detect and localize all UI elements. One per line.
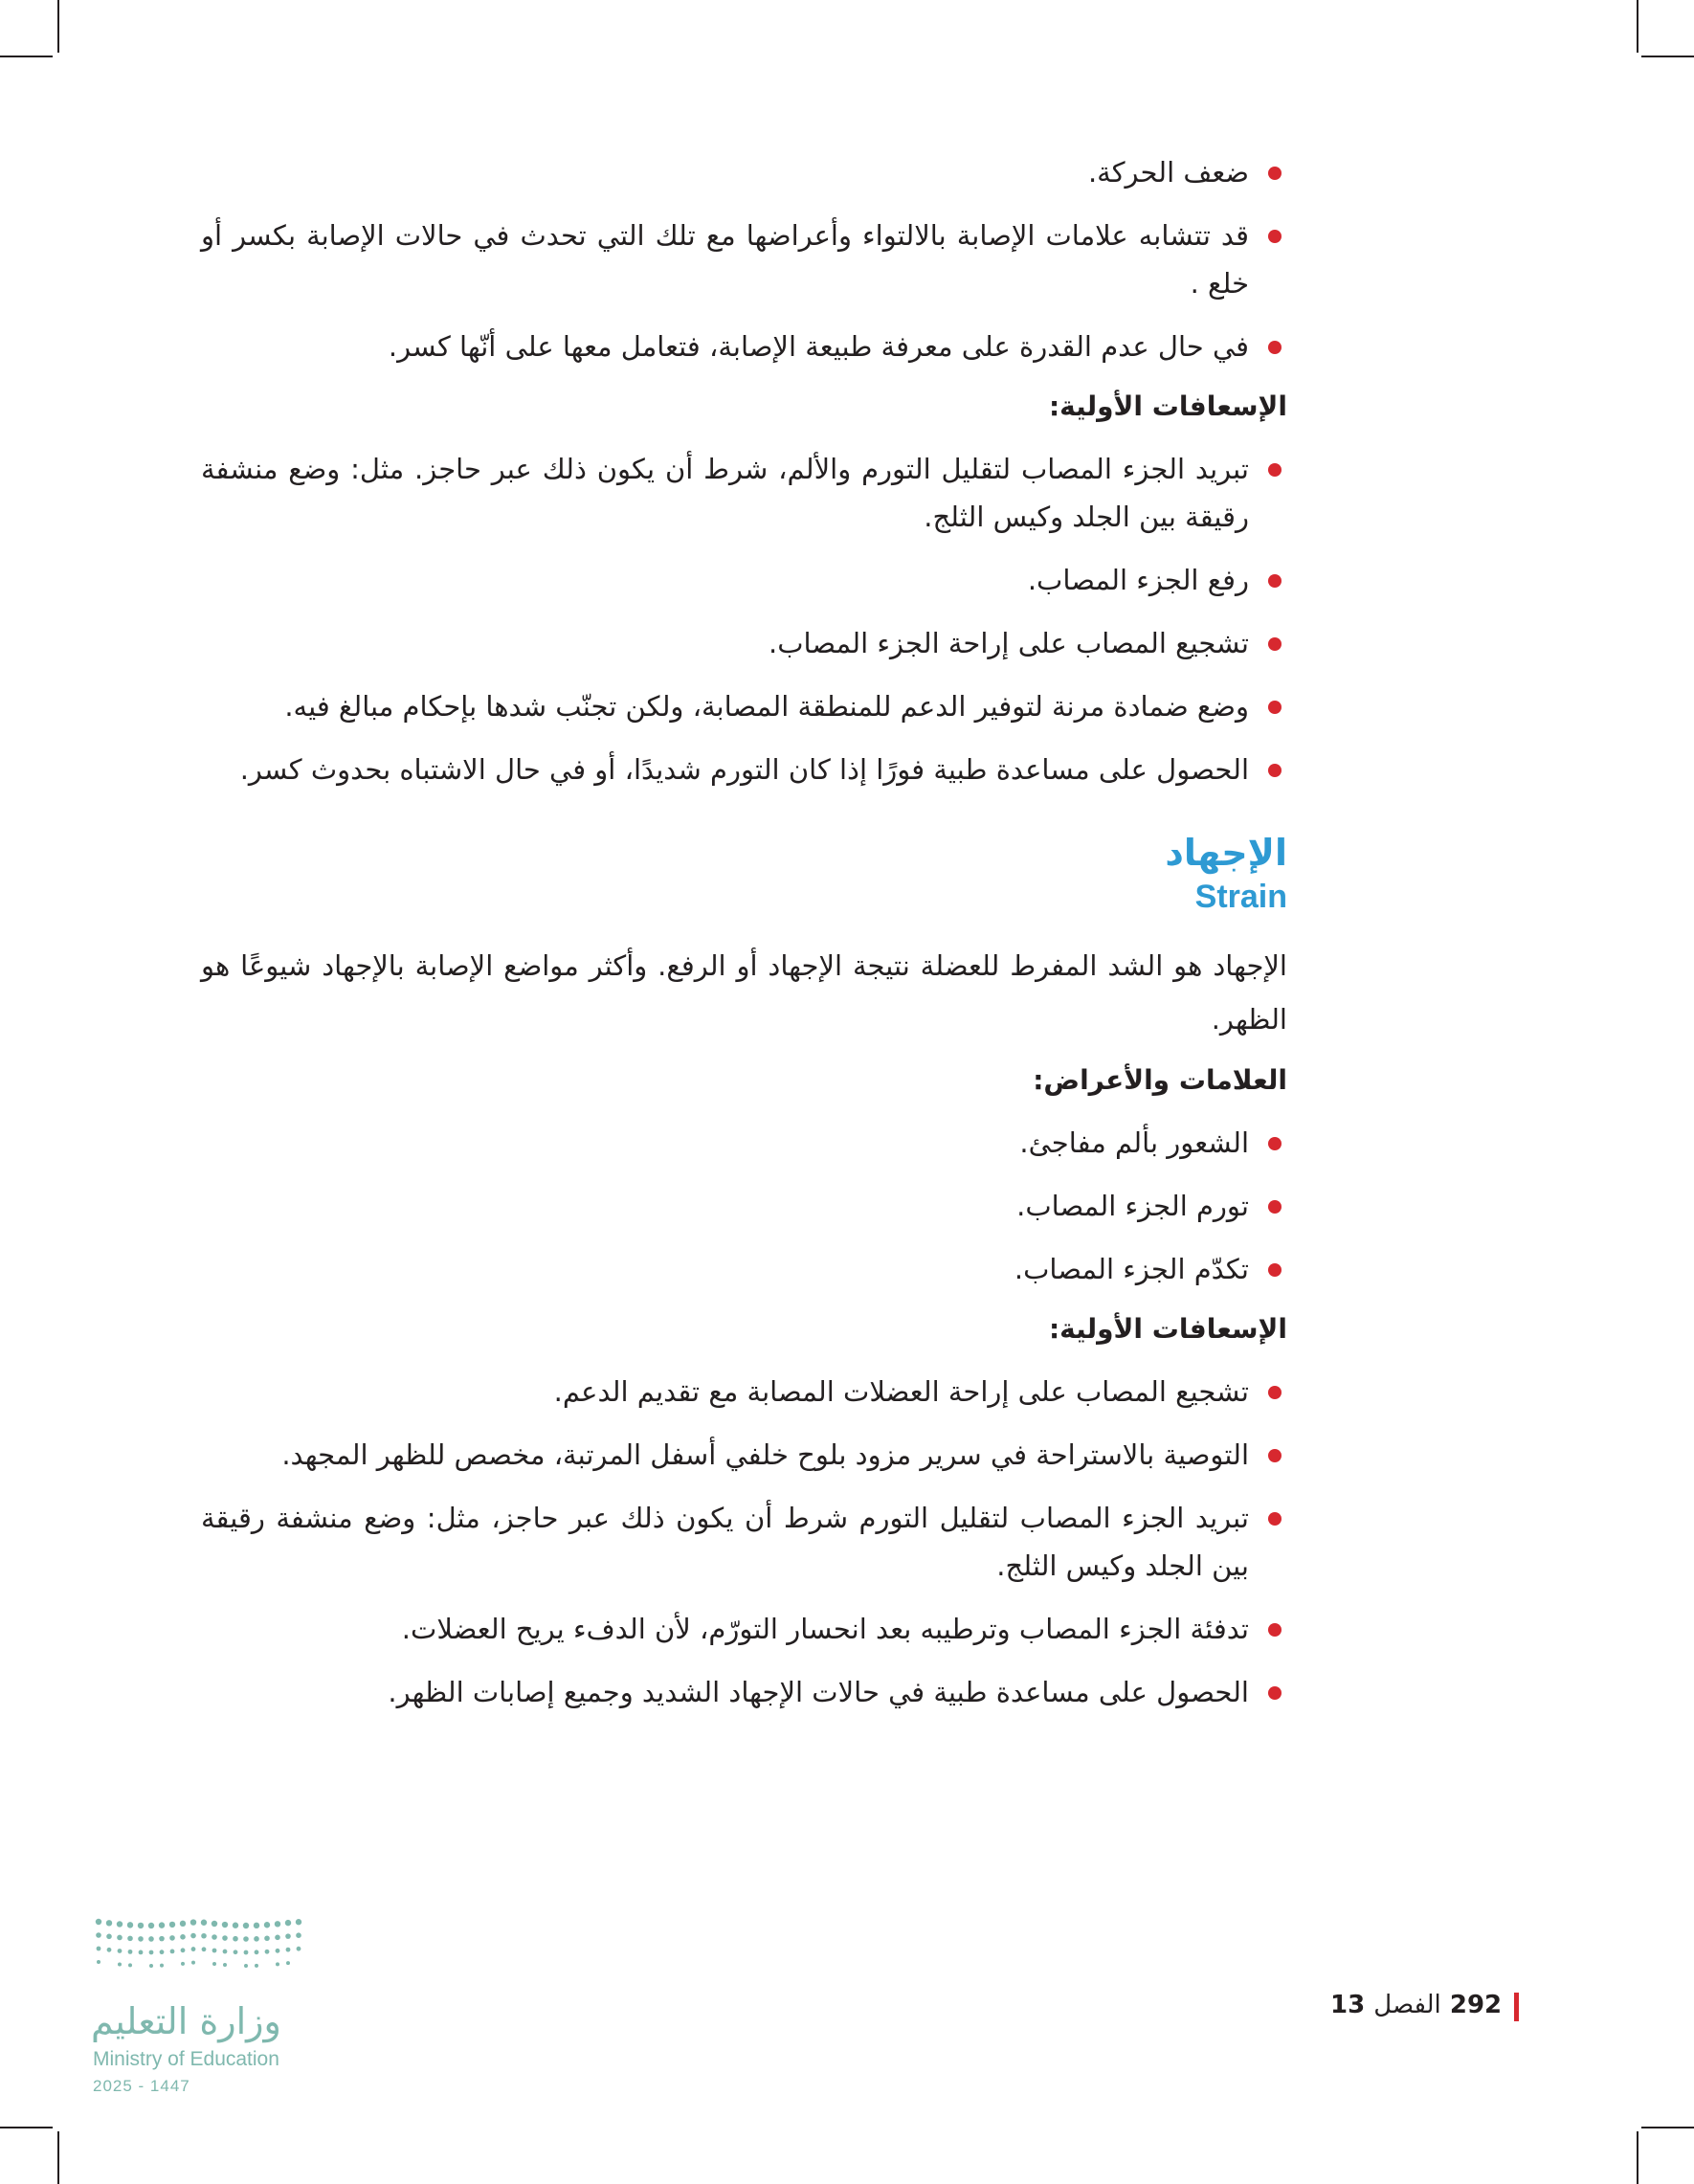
- list-item: الحصول على مساعدة طبية في حالات الإجهاد الشديد وجميع إصابات الظهر.: [201, 1668, 1287, 1716]
- logo-dot: [96, 1932, 101, 1938]
- logo-dot: [212, 1962, 216, 1966]
- logo-dot: [254, 1936, 259, 1942]
- logo-dot: [106, 1934, 112, 1940]
- bullet-icon: [1268, 1200, 1282, 1214]
- logo-dot: [191, 1947, 196, 1951]
- logo-dot: [128, 1950, 133, 1954]
- list-item: التوصية بالاستراحة في سرير مزود بلوح خلفي أسفل المرتبة، مخصص للظهر المجهد.: [201, 1431, 1287, 1479]
- logo-dot: [118, 1949, 123, 1953]
- logo-dot: [255, 1950, 259, 1954]
- list-item: قد تتشابه علامات الإصابة بالالتواء وأعراضها مع تلك التي تحدث في حالات الإصابة بكسر أو خلع .: [201, 212, 1287, 307]
- logo-dot: [254, 1923, 259, 1928]
- chapter-number: 13: [1330, 1991, 1366, 2019]
- bullet-icon: [1268, 637, 1282, 651]
- strain-first-aid-list: [201, 1368, 1287, 1716]
- logo-dot: [148, 1923, 154, 1928]
- logo-dot: [169, 1922, 175, 1928]
- logo-dot: [201, 1933, 207, 1939]
- signs-label: العلامات والأعراض:: [1033, 1064, 1287, 1096]
- crop-mark: [57, 0, 59, 53]
- logo-dot: [159, 1936, 165, 1942]
- logo-dot: [169, 1935, 175, 1941]
- logo-dot: [201, 1920, 207, 1926]
- logo-dot: [127, 1936, 133, 1942]
- sprain-signs-list: [201, 148, 1287, 370]
- bullet-icon: [1268, 230, 1282, 243]
- logo-dot: [180, 1934, 186, 1940]
- list-item: في حال عدم القدرة على معرفة طبيعة الإصابة، فتعامل معها على أنّها كسر.: [201, 323, 1287, 370]
- logo-dot: [139, 1950, 144, 1954]
- logo-dot: [222, 1935, 228, 1941]
- ministry-logo-icon: [91, 1914, 311, 1981]
- logo-dot: [265, 1950, 270, 1954]
- logo-dot: [117, 1935, 123, 1941]
- logo-dot: [149, 1964, 153, 1968]
- logo-dot: [244, 1964, 248, 1968]
- sprain-first-aid-list: [201, 445, 1287, 793]
- section-title-arabic: الإجهاد: [1165, 832, 1287, 874]
- list-item: تبريد الجزء المصاب لتقليل التورم والألم، شرط أن يكون ذلك عبر حاجز. مثل: وضع منشفة رقيقة بين الجلد وكيس الثلج.: [201, 445, 1287, 541]
- list-item: وضع ضمادة مرنة لتوفير الدعم للمنطقة المصابة، ولكن تجنّب شدها بإحكام مبالغ فيه.: [201, 682, 1287, 730]
- logo-dot: [243, 1923, 249, 1928]
- page-number: 292: [1449, 1991, 1503, 2019]
- logo-dot: [276, 1962, 279, 1966]
- logo-dot: [255, 1964, 258, 1968]
- logo-dot: [138, 1936, 144, 1942]
- bullet-icon: [1268, 1449, 1282, 1462]
- bullet-icon: [1268, 574, 1282, 588]
- logo-dot: [285, 1933, 291, 1939]
- section-title-english: Strain: [1194, 879, 1287, 915]
- ministry-name-arabic: وزارة التعليم: [91, 2000, 281, 2042]
- logo-dot: [138, 1923, 144, 1928]
- bullet-icon: [1268, 764, 1282, 777]
- bullet-icon: [1268, 1512, 1282, 1526]
- logo-dot: [243, 1936, 249, 1942]
- logo-dot: [223, 1950, 228, 1954]
- logo-dot: [97, 1947, 101, 1951]
- logo-dot: [285, 1920, 291, 1926]
- logo-dot: [275, 1921, 280, 1927]
- first-aid-label: الإسعافات الأولية:: [1048, 390, 1287, 422]
- list-item: تشجيع المصاب على إراحة الجزء المصاب.: [201, 619, 1287, 667]
- logo-dot: [264, 1935, 270, 1941]
- crop-mark: [0, 2127, 53, 2128]
- page-content: [201, 148, 1287, 1731]
- logo-dot: [212, 1934, 217, 1940]
- logo-dot: [117, 1921, 123, 1927]
- chapter-word: الفصل: [1373, 1991, 1441, 2019]
- ministry-name-english: Ministry of Education: [93, 2048, 279, 2070]
- logo-dot: [97, 1960, 100, 1964]
- logo-dot: [96, 1919, 101, 1925]
- logo-dot: [149, 1950, 154, 1955]
- logo-dot: [264, 1922, 270, 1928]
- crop-mark: [57, 2131, 59, 2184]
- list-item: رفع الجزء المصاب.: [201, 556, 1287, 604]
- logo-dot: [297, 1947, 301, 1951]
- logo-dot: [159, 1922, 165, 1928]
- logo-dot: [286, 1961, 290, 1965]
- logo-dot: [107, 1948, 112, 1952]
- list-item: تشجيع المصاب على إراحة العضلات المصابة مع تقديم الدعم.: [201, 1368, 1287, 1415]
- logo-dot: [190, 1933, 196, 1939]
- crop-mark: [1637, 0, 1638, 53]
- logo-dot: [286, 1948, 291, 1952]
- bullet-icon: [1268, 1623, 1282, 1637]
- crop-mark: [1641, 2127, 1694, 2128]
- page-footer: [1330, 1991, 1502, 2019]
- logo-dot: [180, 1921, 186, 1927]
- logo-dot: [275, 1935, 280, 1941]
- footer-divider: [1514, 1993, 1519, 2021]
- bullet-icon: [1268, 1386, 1282, 1399]
- crop-mark: [1641, 56, 1694, 57]
- logo-dot: [296, 1919, 301, 1925]
- logo-dot: [170, 1949, 175, 1953]
- bullet-icon: [1268, 341, 1282, 354]
- list-item: ضعف الحركة.: [201, 148, 1287, 196]
- bullet-icon: [1268, 1263, 1282, 1277]
- logo-dot: [181, 1948, 186, 1952]
- logo-dot: [202, 1947, 207, 1951]
- ministry-year: 2025 - 1447: [93, 2077, 190, 2095]
- logo-dot: [148, 1936, 154, 1942]
- bullet-icon: [1268, 701, 1282, 714]
- bullet-icon: [1268, 1137, 1282, 1150]
- list-item: تورم الجزء المصاب.: [201, 1182, 1287, 1230]
- logo-dot: [128, 1963, 132, 1967]
- logo-dot: [181, 1962, 185, 1966]
- bullet-icon: [1268, 1686, 1282, 1700]
- logo-dot: [127, 1922, 133, 1928]
- logo-dot: [212, 1921, 217, 1927]
- logo-dot: [160, 1964, 164, 1968]
- bullet-icon: [1268, 463, 1282, 477]
- logo-dot: [222, 1922, 228, 1928]
- logo-dot: [191, 1961, 195, 1965]
- strain-signs-list: [201, 1119, 1287, 1293]
- logo-dot: [233, 1923, 238, 1928]
- logo-dot: [160, 1950, 165, 1954]
- logo-dot: [190, 1919, 196, 1925]
- logo-dot: [223, 1963, 227, 1967]
- crop-mark: [1637, 2131, 1638, 2184]
- logo-dot: [296, 1932, 301, 1938]
- list-item: تكدّم الجزء المصاب.: [201, 1245, 1287, 1293]
- logo-dot: [244, 1950, 249, 1955]
- logo-dot: [212, 1949, 217, 1953]
- logo-dot: [106, 1920, 112, 1926]
- list-item: تبريد الجزء المصاب لتقليل التورم شرط أن يكون ذلك عبر حاجز، مثل: وضع منشفة رقيقة بين الجلد وكيس الثلج.: [201, 1494, 1287, 1590]
- first-aid-label: الإسعافات الأولية:: [1048, 1313, 1287, 1345]
- crop-mark: [0, 56, 53, 57]
- bullet-icon: [1268, 167, 1282, 180]
- logo-dot: [276, 1949, 280, 1953]
- logo-dot: [118, 1962, 122, 1966]
- logo-dot: [234, 1950, 238, 1954]
- strain-definition: الإجهاد هو الشد المفرط للعضلة نتيجة الإجهاد أو الرفع. وأكثر مواضع الإصابة بالإجهاد شيوعًا هو الظهر.: [201, 949, 1287, 1036]
- list-item: تدفئة الجزء المصاب وترطيبه بعد انحسار التورّم، لأن الدفء يريح العضلات.: [201, 1605, 1287, 1653]
- list-item: الشعور بألم مفاجئ.: [201, 1119, 1287, 1167]
- list-item: الحصول على مساعدة طبية فورًا إذا كان التورم شديدًا، أو في حال الاشتباه بحدوث كسر.: [201, 746, 1287, 793]
- logo-dot: [233, 1936, 238, 1942]
